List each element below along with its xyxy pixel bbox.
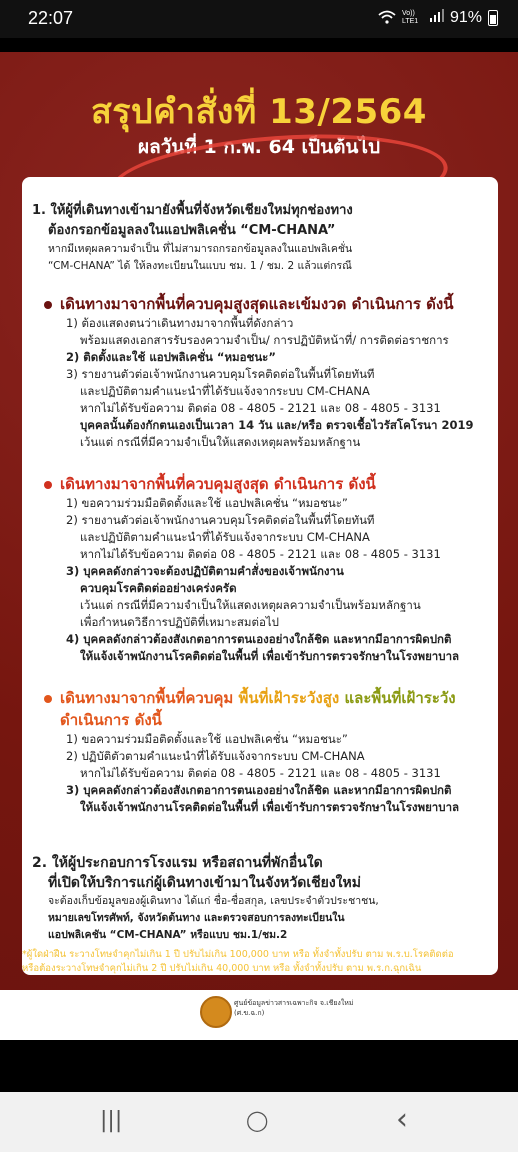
item-2: [22, 853, 498, 944]
back-button[interactable]: ‹: [396, 1102, 408, 1137]
s1-l8: เว้นแต่ กรณีที่มีความจำเป็นให้แสดงเหตุผลพร้อมหลักฐาน: [80, 435, 361, 449]
section-3-heading-b: พื้นที่เฝ้าระวังสูง: [238, 689, 340, 707]
content-card: [22, 177, 498, 975]
section-strict-zone: [22, 293, 498, 451]
s1-l2: พร้อมแสดงเอกสารรับรองความจำเป็น/ การปฏิบัติหน้าที่/ การติดต่อราชการ: [80, 333, 449, 347]
s2-l4: หากไม่ได้รับข้อความ ติดต่อ 08 - 4805 - 2121 และ 08 - 4805 - 3131: [80, 547, 441, 561]
s2-l8: เพื่อกำหนดวิธีการปฏิบัติที่เหมาะสมต่อไป: [80, 615, 279, 629]
s2-l1: 1) ขอความร่วมมือติดตั้งและใช้ แอปพลิเคชั่น “หมอชนะ”: [66, 496, 348, 510]
provincial-seal-icon: [200, 996, 232, 1028]
wifi-icon: [378, 10, 396, 27]
section-max-control-zone: [22, 473, 498, 665]
section-3-heading-d: ดำเนินการ ดังนี้: [60, 711, 162, 729]
section-1-heading: [22, 293, 498, 315]
item-2-line4: หมายเลขโทรศัพท์, จังหวัดต้นทาง และตรวจสอบการลงทะเบียนใน: [48, 912, 345, 924]
signal-icon: [430, 9, 444, 27]
s2-l9: 4) บุคคลดังกล่าวต้องสังเกตอาการตนเองอย่างใกล้ชิด และหากมีอาการผิดปกติ: [66, 632, 452, 646]
item-2-line5: แอปพลิเคชัน “CM-CHANA” หรือแบบ ชม.1/ชม.2: [48, 929, 288, 941]
battery-icon: [488, 10, 498, 26]
s2-l10: ให้แจ้งเจ้าพนักงานโรคติดต่อในพื้นที่ เพื่อเข้ารับการตรวจรักษาในโรงพยาบาล: [80, 649, 460, 663]
s3-l1: 1) ขอความร่วมมือติดตั้งและใช้ แอปพลิเคชั่น “หมอชนะ”: [66, 732, 348, 746]
item-1: [22, 201, 498, 275]
section-3-heading-a: เดินทางมาจากพื้นที่ควบคุม: [60, 689, 234, 707]
bullet-dot-icon: [44, 695, 52, 703]
s3-l2: 2) ปฏิบัติตัวตามคำแนะนำที่ได้รับแจ้งจากระบบ CM-CHANA: [66, 749, 365, 763]
s3-l3: หากไม่ได้รับข้อความ ติดต่อ 08 - 4805 - 2121 และ 08 - 4805 - 3131: [80, 766, 441, 780]
s2-l3: และปฏิบัติตามคำแนะนำที่ได้รับแจ้งจากระบบ CM-CHANA: [80, 530, 370, 544]
s3-l5: ให้แจ้งเจ้าพนักงานโรคติดต่อในพื้นที่ เพื่อเข้ารับการตรวจรักษาในโรงพยาบาล: [80, 800, 460, 814]
bullet-dot-icon: [44, 301, 52, 309]
network-label: Vo)) LTE1: [401, 10, 419, 25]
s2-l5: 3) บุคคลดังกล่าวจะต้องปฏิบัติตามคำสั่งของเจ้าพนักงาน: [66, 564, 344, 578]
home-button[interactable]: ◯: [246, 1108, 269, 1132]
logo-text: [234, 998, 354, 1018]
bullet-dot-icon: [44, 481, 52, 489]
s1-l5: และปฏิบัติตามคำแนะนำที่ได้รับแจ้งจากระบบ CM-CHANA: [80, 384, 370, 398]
poster-subtitle: ผลวันที่ 1 ก.พ. 64 เป็นต้นไป: [137, 136, 381, 158]
section-3-heading: [22, 687, 498, 709]
poster-title: สรุปคำสั่งที่ 13/2564: [91, 92, 427, 132]
status-bar: [0, 0, 518, 38]
s1-l6: หากไม่ได้รับข้อความ ติดต่อ 08 - 4805 - 2121 และ 08 - 4805 - 3131: [80, 401, 441, 415]
battery-percent: 91%: [449, 9, 482, 26]
s3-l4: 3) บุคคลดังกล่าวต้องสังเกตอาการตนเองอย่างใกล้ชิด และหากมีอาการผิดปกติ: [66, 783, 452, 797]
s2-l2: 2) รายงานตัวต่อเจ้าพนักงานควบคุมโรคติดต่อในพื้นที่โดยทันที: [66, 513, 375, 527]
s1-l4: 3) รายงานตัวต่อเจ้าพนักงานควบคุมโรคติดต่อในพื้นที่โดยทันที: [66, 367, 375, 381]
item-1-line3: หากมีเหตุผลความจำเป็น ที่ไม่สามารถกรอกข้อมูลลงในแอปพลิเคชั่น: [48, 243, 353, 255]
item-2-line2: ที่เปิดให้บริการแก่ผู้เดินทางเข้ามาในจังหวัดเชียงใหม่: [48, 875, 361, 891]
status-time: 22:07: [28, 8, 74, 28]
s1-l7: บุคคลนั้นต้องกักตนเองเป็นเวลา 14 วัน และ/หรือ ตรวจเชื้อไวรัสโคโรนา 2019: [80, 418, 474, 432]
s1-l1: 1) ต้องแสดงตนว่าเดินทางมาจากพื้นที่ดังกล่าว: [66, 316, 294, 330]
section-2-heading-text: เดินทางมาจากพื้นที่ควบคุมสูงสุด ดำเนินการ ดังนี้: [60, 475, 376, 493]
footnote-line1: *ผู้ใดฝ่าฝืน ระวางโทษจำคุกไม่เกิน 1 ปี ปรับไม่เกิน 100,000 บาท หรือ ทั้งจำทั้งปรับ ตาม พ.ร.บ.โรคติดต่อ: [22, 949, 454, 960]
logo-text-line2: (ศ.ข.ฉ.ก): [234, 1009, 265, 1017]
section-3-heading-c: และพื้นที่เฝ้าระวัง: [344, 689, 456, 707]
section-1-heading-text: เดินทางมาจากพื้นที่ควบคุมสูงสุดและเข้มงวด ดำเนินการ ดังนี้: [60, 295, 454, 313]
item-1-line2: ต้องกรอกข้อมูลลงในแอปพลิเคชั่น “CM-CHANA”: [48, 223, 336, 238]
logo-text-line1: ศูนย์ข้อมูลข่าวสารเฉพาะกิจ จ.เชียงใหม่: [234, 999, 354, 1007]
footnote-line2: หรือต้องระวางโทษจำคุกไม่เกิน 2 ปี ปรับไม่เกิน 40,000 บาท หรือ ทั้งจำทั้งปรับ ตาม พ.ร.ก.ฉุกเฉิน: [22, 963, 422, 974]
s2-l6: ควบคุมโรคติดต่ออย่างเคร่งครัด: [80, 581, 237, 595]
penalty-footnote: [22, 948, 502, 976]
recents-button[interactable]: |||: [100, 1108, 123, 1133]
item-1-line1: 1. ให้ผู้ที่เดินทางเข้ามายังพื้นที่จังหวัดเชียงใหม่ทุกช่องทาง: [32, 203, 353, 218]
item-1-line4: “CM-CHANA” ได้ ให้ลงทะเบียนในแบบ ชม. 1 / ชม. 2 แล้วแต่กรณี: [48, 260, 352, 272]
status-icons: [378, 9, 498, 27]
s2-l7: เว้นแต่ กรณีที่มีความจำเป็นให้แสดงเหตุผลความจำเป็นพร้อมหลักฐาน: [80, 598, 421, 612]
section-2-heading: [22, 473, 498, 495]
s1-l3: 2) ติดตั้งและใช้ แอปพลิเคชั่น “หมอชนะ”: [66, 350, 276, 364]
item-2-line3: จะต้องเก็บข้อมูลของผู้เดินทาง ได้แก่ ชื่อ-ชื่อสกุล, เลขประจำตัวประชาชน,: [48, 895, 379, 907]
logo-bar: [0, 990, 518, 1040]
section-watch-zone: [22, 687, 498, 816]
announcement-poster: [0, 52, 518, 1040]
android-nav-bar: [0, 1092, 518, 1152]
item-2-line1: 2. ให้ผู้ประกอบการโรงแรม หรือสถานที่พักอื่นใด: [32, 855, 323, 871]
